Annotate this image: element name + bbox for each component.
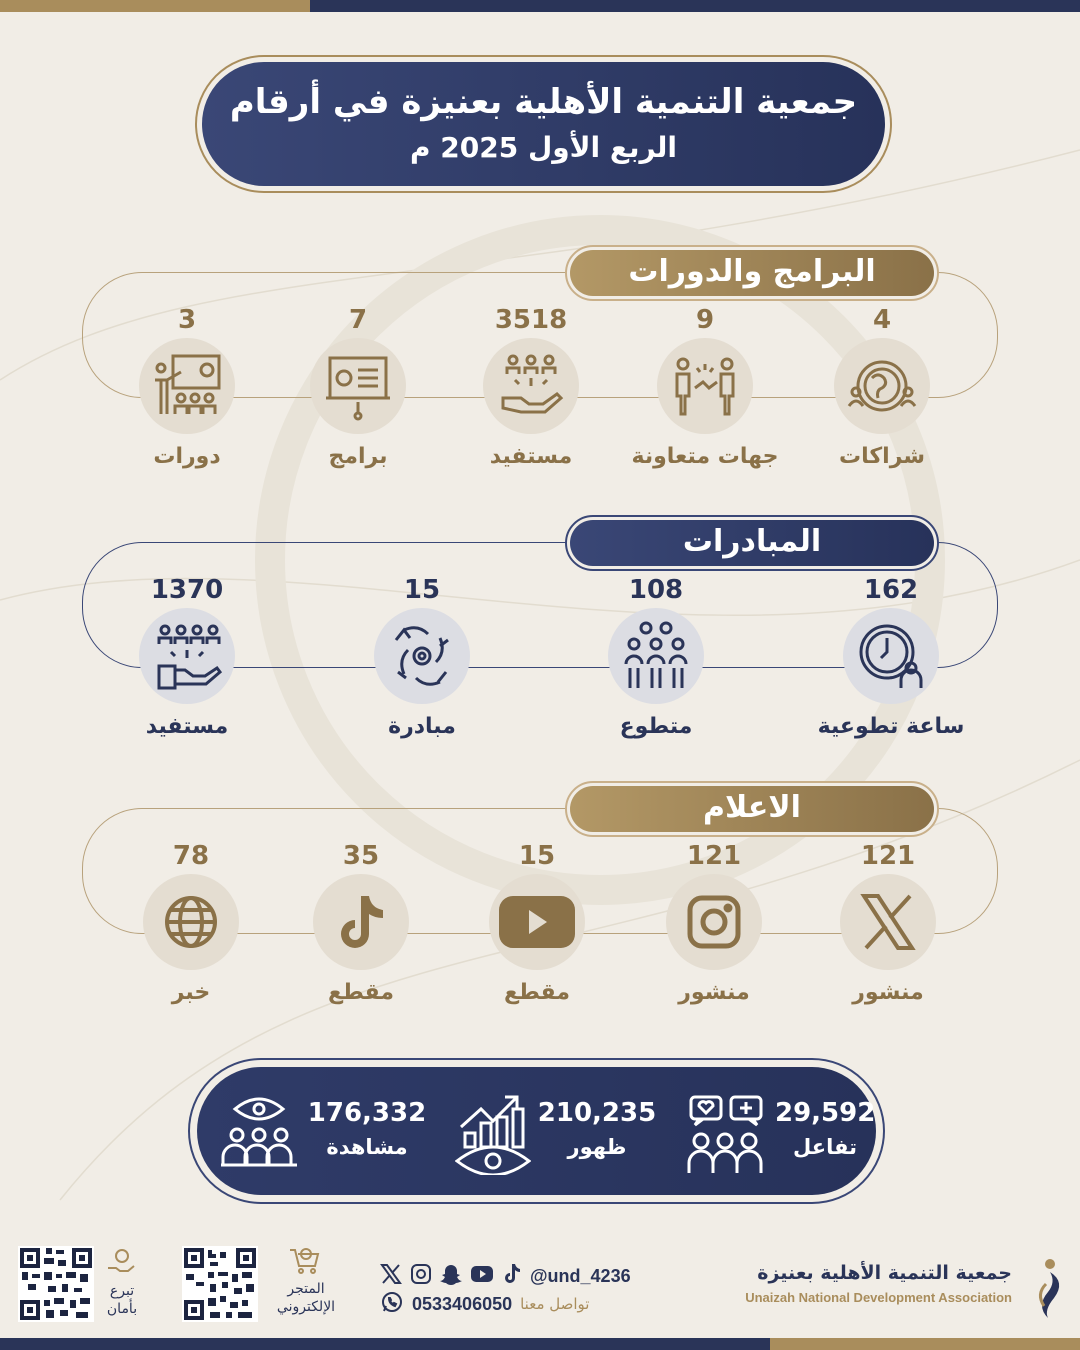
youtube-social-icon[interactable] [470, 1263, 494, 1289]
x-logo-icon [840, 874, 936, 970]
stat-courses [102, 302, 272, 469]
page-subtitle: الربع الأول 2025 م [409, 131, 678, 164]
handshake-icon [657, 338, 753, 434]
views-icon [219, 1095, 299, 1171]
contact-label: تواصل معنا [520, 1295, 590, 1313]
stat-value: 7 [348, 305, 368, 335]
tiktok-social-icon[interactable] [502, 1263, 522, 1289]
contact-block [380, 1262, 680, 1318]
stat-label: مستفيد [489, 444, 573, 469]
summary-impressions [537, 1095, 657, 1163]
stat-label: متطوع [619, 714, 693, 739]
bottom-accent-navy [0, 1338, 770, 1350]
social-handle[interactable]: @und_4236 [530, 1265, 631, 1286]
x-social-icon[interactable] [380, 1263, 402, 1289]
presentation-board-icon [310, 338, 406, 434]
stat-instagram-posts [629, 838, 799, 1005]
beneficiaries-hand-icon [139, 608, 235, 704]
summary-label: تفاعل [793, 1135, 857, 1159]
summary-banner [188, 1058, 885, 1204]
summary-value: 210,235 [537, 1098, 657, 1128]
stat-youtube-clips [452, 838, 622, 1005]
globe-people-icon [834, 338, 930, 434]
stat-initiatives [337, 572, 507, 739]
top-accent-gold [0, 0, 310, 12]
hands-gear-icon [374, 608, 470, 704]
instagram-social-icon[interactable] [410, 1263, 432, 1289]
store-label-line1: المتجر [287, 1281, 325, 1297]
stat-value: 108 [628, 575, 684, 605]
training-class-icon [139, 338, 235, 434]
summary-views [307, 1095, 427, 1163]
beneficiaries-hand-icon [483, 338, 579, 434]
store-cart-icon [288, 1246, 320, 1280]
top-accent-navy [310, 0, 1080, 12]
programs-heading: البرامج والدورات [570, 250, 934, 296]
stat-cooperating-entities [620, 302, 790, 469]
stat-value: 3 [177, 305, 197, 335]
volunteers-group-icon [608, 608, 704, 704]
summary-value: 29,592 [775, 1098, 876, 1128]
stat-label: مقطع [328, 980, 394, 1005]
globe-icon [143, 874, 239, 970]
title-banner [195, 55, 892, 193]
stat-label: ساعة تطوعية [817, 714, 965, 739]
clock-person-icon [843, 608, 939, 704]
whatsapp-icon[interactable] [380, 1290, 404, 1318]
donate-hand-icon [106, 1248, 136, 1280]
stat-label: منشور [852, 980, 924, 1005]
stat-value: 1370 [150, 575, 224, 605]
stat-value: 15 [518, 841, 556, 871]
stat-label: خبر [171, 980, 211, 1005]
stat-news [106, 838, 276, 1005]
engagement-icon [687, 1093, 767, 1181]
stat-value: 3518 [494, 305, 568, 335]
stat-beneficiaries [446, 302, 616, 469]
stat-x-posts [803, 838, 973, 1005]
stat-programs [273, 302, 443, 469]
stat-value: 78 [172, 841, 210, 871]
stat-label: مقطع [504, 980, 570, 1005]
media-section-label [565, 781, 939, 837]
store-qr-code[interactable] [182, 1246, 258, 1322]
stat-label: دورات [153, 444, 221, 469]
initiatives-section-label [565, 515, 939, 571]
org-name-english: Unaizah National Development Association [745, 1290, 1012, 1305]
summary-engagement [775, 1095, 875, 1163]
bottom-accent-gold [770, 1338, 1080, 1350]
donate-qr-code[interactable] [18, 1246, 94, 1322]
stat-value: 35 [342, 841, 380, 871]
tiktok-icon [313, 874, 409, 970]
stat-label: شراكات [838, 444, 926, 469]
stat-value: 121 [860, 841, 916, 871]
donate-label-line2: بأمان [106, 1301, 138, 1317]
impressions-icon [455, 1093, 531, 1179]
footer-org [745, 1262, 1012, 1305]
snapchat-social-icon[interactable] [440, 1263, 462, 1289]
stat-volunteers [571, 572, 741, 739]
store-label-line2: الإلكتروني [276, 1299, 336, 1315]
stat-label: جهات متعاونة [631, 444, 779, 469]
stat-label: منشور [678, 980, 750, 1005]
initiatives-heading: المبادرات [570, 520, 934, 566]
stat-value: 4 [872, 305, 892, 335]
stat-value: 9 [695, 305, 715, 335]
programs-section-label [565, 245, 939, 301]
stat-label: مستفيد [145, 714, 229, 739]
store-label [266, 1280, 346, 1316]
donate-label [98, 1282, 146, 1318]
stat-value: 15 [403, 575, 441, 605]
stat-volunteer-hours [806, 572, 976, 739]
org-logo [1032, 1256, 1068, 1324]
stat-value: 162 [863, 575, 919, 605]
youtube-icon [489, 874, 585, 970]
stat-label: مبادرة [388, 714, 456, 739]
summary-label: مشاهدة [326, 1135, 408, 1159]
org-name-arabic: جمعية التنمية الأهلية بعنيزة [757, 1262, 1012, 1284]
stat-value: 121 [686, 841, 742, 871]
phone-number[interactable]: 0533406050 [412, 1293, 513, 1314]
donate-label-line1: تبرع [109, 1283, 135, 1299]
page-title: جمعية التنمية الأهلية بعنيزة في أرقام [229, 82, 858, 122]
instagram-icon [666, 874, 762, 970]
media-heading: الاعلام [570, 786, 934, 832]
summary-value: 176,332 [307, 1098, 427, 1128]
stat-tiktok-clips [276, 838, 446, 1005]
summary-label: ظهور [567, 1135, 627, 1159]
stat-label: برامج [328, 444, 388, 469]
stat-partnerships [797, 302, 967, 469]
stat-initiative-beneficiaries [102, 572, 272, 739]
